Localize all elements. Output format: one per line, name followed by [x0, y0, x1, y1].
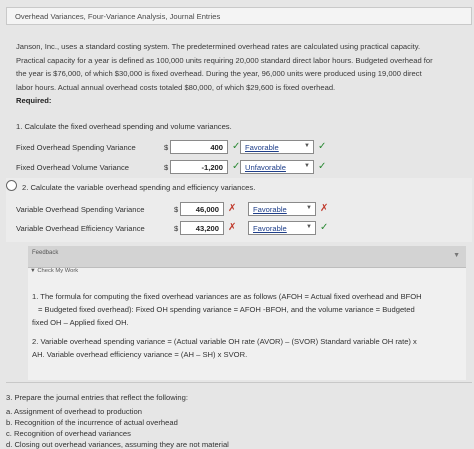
journal-option: b. Recognition of the incurrence of actual overhead [6, 418, 178, 427]
check-icon: ✓ [232, 161, 241, 172]
chevron-down-icon: ▼ [304, 163, 310, 169]
check-icon: ✓ [318, 161, 327, 172]
variable-efficiency-select[interactable] [248, 221, 316, 235]
feedback-item-1 [32, 290, 462, 329]
fixed-volume-input[interactable]: -1,200 [170, 160, 228, 174]
feedback-toggle[interactable] [28, 246, 466, 268]
divider [6, 382, 472, 383]
row-label: Fixed Overhead Volume Variance [16, 163, 129, 172]
question-marker-icon [6, 180, 17, 191]
question-1-prompt: 1. Calculate the fixed overhead spending and volume variances. [16, 122, 232, 131]
problem-statement [16, 40, 464, 94]
fixed-volume-select[interactable] [240, 160, 314, 174]
x-icon: ✗ [320, 203, 329, 214]
check-icon: ✓ [320, 222, 329, 233]
select-value: Favorable [253, 205, 287, 214]
problem-line: Practical capacity for a year is defined as 100,000 units requiring 20,000 standard direct labor hours. Budgeted overhead for [16, 55, 433, 65]
problem-line: the year is $76,000, of which $30,000 is fixed overhead. During the year, 96,000 units were produced using 19,000 direct [16, 69, 422, 79]
assignment-title: Overhead Variances, Four-Variance Analysis, Journal Entries [15, 12, 221, 21]
x-icon: ✗ [228, 203, 237, 214]
feedback-line: 2. Variable overhead spending variance = (Actual variable OH rate (AVOR) – (SVOR) Standard variable OH rate) x [32, 337, 417, 346]
variable-spending-select[interactable] [248, 202, 316, 216]
chevron-down-icon: ▼ [306, 205, 312, 211]
fixed-spending-select[interactable] [240, 140, 314, 154]
variable-spending-row [16, 202, 456, 216]
fixed-spending-input[interactable]: 400 [170, 140, 228, 154]
feedback-line: 1. The formula for computing the fixed overhead variances are as follows (AFOH = Actual fixed overhead and BFOH [32, 292, 422, 301]
chevron-down-icon: ▼ [306, 224, 312, 230]
row-label: Variable Overhead Spending Variance [16, 205, 145, 214]
variable-efficiency-row [16, 221, 456, 235]
journal-option: d. Closing out overhead variances, assuming they are not material [6, 440, 229, 449]
fixed-spending-row [16, 140, 456, 154]
chevron-down-icon: ▼ [453, 252, 460, 259]
question-3-prompt: 3. Prepare the journal entries that reflect the following: [6, 393, 188, 402]
dollar-sign: $ [164, 163, 169, 172]
select-value: Favorable [253, 224, 287, 233]
feedback-line: = Budgeted fixed overhead): Fixed OH spending variance = AFOH -BFOH, and the volume variance = Budgeted [38, 305, 415, 314]
question-2-prompt: 2. Calculate the variable overhead spending and efficiency variances. [22, 183, 256, 192]
select-value: Favorable [245, 143, 279, 152]
fixed-volume-row [16, 160, 456, 174]
variable-spending-input[interactable]: 46,000 [180, 202, 224, 216]
variable-efficiency-input[interactable]: 43,200 [180, 221, 224, 235]
check-icon: ✓ [232, 141, 241, 152]
journal-option: a. Assignment of overhead to production [6, 407, 142, 416]
dollar-sign: $ [174, 205, 179, 214]
feedback-label: Feedback [32, 250, 59, 256]
feedback-line: fixed OH – Applied fixed OH. [32, 318, 129, 327]
check-icon: ✓ [318, 141, 327, 152]
select-value: Unfavorable [245, 163, 286, 172]
dollar-sign: $ [164, 143, 169, 152]
journal-option: c. Recognition of overhead variances [6, 429, 131, 438]
dollar-sign: $ [174, 224, 179, 233]
feedback-line: AH. Variable overhead efficiency variance = (AH – SH) x SVOR. [32, 350, 248, 359]
problem-line: Janson, Inc., uses a standard costing system. The predetermined overhead rates are calculated using practical capacity. [16, 42, 421, 51]
chevron-down-icon: ▼ [304, 143, 310, 149]
check-my-work-toggle[interactable]: ▼ Check My Work [30, 268, 79, 274]
row-label: Fixed Overhead Spending Variance [16, 143, 136, 152]
problem-line: labor hours. Actual annual overhead costs totaled $80,000, of which $29,600 is fixed overhead. [16, 82, 336, 92]
assignment-header [6, 7, 472, 25]
feedback-item-2 [32, 335, 462, 361]
row-label: Variable Overhead Efficiency Variance [16, 224, 145, 233]
required-heading: Required: [16, 96, 52, 105]
x-icon: ✗ [228, 222, 237, 233]
